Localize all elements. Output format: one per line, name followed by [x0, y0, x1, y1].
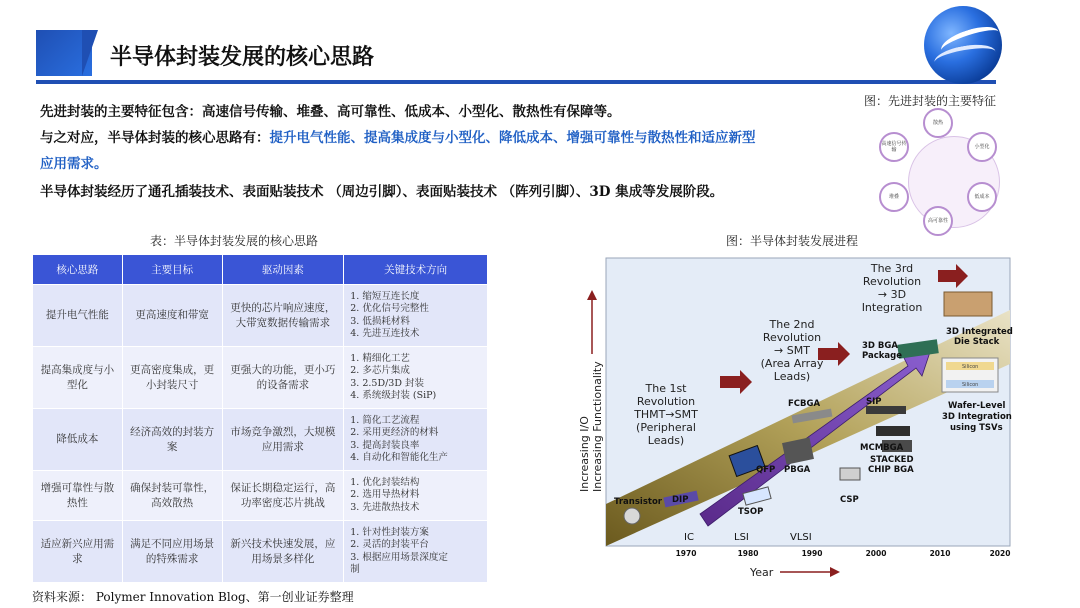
rev2-line: → SMT [774, 344, 810, 357]
year-1980: 1980 [737, 549, 759, 558]
cell-idea: 降低成本 [33, 409, 123, 471]
packaging-evolution-figure [580, 254, 1016, 580]
cell-idea: 提升电气性能 [33, 285, 123, 347]
year-2020: 2020 [989, 549, 1011, 558]
year-2000: 2000 [865, 549, 887, 558]
page-title: 半导体封装发展的核心思路 [110, 45, 375, 70]
label-3d-bga-package: Package [862, 351, 903, 361]
label-mcmbga: MCMBGA [860, 443, 904, 453]
feature-node-stacking: 堆叠 [879, 182, 909, 212]
cell-tech [344, 409, 488, 471]
table-header-tech: 关键技术方向 [344, 255, 488, 285]
source-note: 资料来源： Polymer Innovation Blog、第一创业证券整理 [32, 590, 354, 604]
cell-idea: 提高集成度与小型化 [33, 347, 123, 409]
cell-goal: 更高密度集成，更小封装尺寸 [122, 347, 222, 409]
label-die-stack: Die Stack [954, 337, 1000, 347]
rev2-line: Revolution [762, 331, 822, 344]
cell-tech [344, 347, 488, 409]
label-chip-bga: CHIP BGA [868, 465, 914, 475]
tech-item: 3. 低损耗材料 [350, 315, 410, 327]
rev2-line: Leads) [773, 370, 811, 383]
label-3d-bga: 3D BGA [862, 341, 898, 351]
label-fcbga: FCBGA [788, 399, 821, 409]
intro-line-approach [40, 128, 756, 148]
rev1-line: Leads) [647, 434, 685, 447]
cell-idea: 增强可靠性与散热性 [33, 471, 123, 521]
cell-tech [344, 471, 488, 521]
tech-item: 2. 选用导热材料 [350, 489, 420, 501]
table-row [33, 471, 488, 521]
tech-item: 4. 系统级封装 (SiP) [350, 390, 437, 401]
3d-die-stack-icon [944, 292, 992, 316]
header-accent-triangle [82, 30, 98, 76]
tech-item: 1. 针对性封装方案 [350, 526, 429, 538]
features-caption: 图：先进封装的主要特征 [864, 94, 997, 108]
label-3d-integration: 3D Integration [942, 412, 1012, 422]
era-lsi: LSI [734, 532, 749, 543]
intro-line-features: 先进封装的主要特征包含：高速信号传输、堆叠、高可靠性、低成本、小型化、散热性有保障等。 [40, 104, 621, 120]
label-stacked: STACKED [870, 455, 914, 465]
year-ticks [676, 549, 1011, 558]
intro-line-approach-cont [40, 154, 108, 174]
tech-item: 3. 根据应用场景深度定 [350, 551, 448, 563]
cell-tech [344, 521, 488, 583]
intro-approach-highlight-cont: 应用需求。 [40, 156, 108, 172]
rev3-line: Integration [861, 301, 923, 314]
cell-tech [344, 285, 488, 347]
cell-driver: 新兴技术快速发展，应用场景多样化 [222, 521, 344, 583]
era-ic: IC [684, 532, 694, 543]
cell-goal: 满足不同应用场景的特殊需求 [122, 521, 222, 583]
rev3-line: The 3rd [870, 262, 914, 275]
rev1-line: (Peripheral [636, 421, 696, 434]
label-using-tsvs: using TSVs [950, 423, 1003, 433]
table-caption: 表：半导体封装发展的核心思路 [150, 234, 319, 248]
table-row [33, 285, 488, 347]
tech-item: 1. 缩短互连长度 [350, 290, 420, 302]
rev1-line: THMT→SMT [634, 408, 698, 421]
cell-driver: 保证长期稳定运行，高功率密度芯片挑战 [222, 471, 344, 521]
tech-item: 3. 2.5D/3D 封装 [350, 377, 424, 389]
rev3-line: → 3D [877, 288, 907, 301]
tech-item: 1. 优化封装结构 [350, 476, 420, 488]
label-wafer-level: Wafer-Level [948, 401, 1006, 411]
cell-driver: 更强大的功能，更小巧的设备需求 [222, 347, 344, 409]
year-1990: 1990 [801, 549, 823, 558]
cell-driver: 更快的芯片响应速度，大带宽数据传输需求 [222, 285, 344, 347]
tech-item: 3. 提高封装良率 [350, 439, 420, 451]
label-transistor: Transistor [614, 497, 662, 507]
table-header-idea: 核心思路 [33, 255, 123, 285]
intro-approach-highlight: 提升电气性能、提高集成度与小型化、降低成本、增强可靠性与散热性和适应新型 [269, 130, 756, 146]
feature-node-high-speed: 高速信号传输 [879, 132, 909, 162]
label-pbga: PBGA [784, 465, 811, 475]
tech-item: 2. 灵活的封装平台 [350, 539, 429, 550]
label-csp: CSP [840, 495, 859, 505]
tech-item: 2. 优化信号完整性 [350, 303, 429, 314]
y-axis-label-io: Increasing I/O [578, 416, 591, 492]
table-header-goal: 主要目标 [122, 255, 222, 285]
label-sip: SIP [866, 397, 882, 407]
era-vlsi: VLSI [790, 532, 812, 543]
intro-approach-prefix: 与之对应，半导体封装的核心思路有： [40, 130, 270, 146]
cell-idea: 适应新兴应用需求 [33, 521, 123, 583]
mcmbga-icon [876, 426, 910, 436]
rev2-line: (Area Array [760, 357, 824, 370]
y-axis-arrowhead [587, 290, 597, 300]
year-1970: 1970 [675, 549, 697, 558]
feature-node-reliability: 高可靠性 [923, 206, 953, 236]
tech-item: 1. 简化工艺流程 [350, 414, 420, 426]
tech-item: 4. 自动化和智能化生产 [350, 452, 448, 463]
tech-item: 2. 多芯片集成 [350, 365, 410, 376]
table-row [33, 409, 488, 471]
label-tsop: TSOP [738, 507, 764, 517]
rev3-line: Revolution [862, 275, 922, 288]
rev2-line: The 2nd [769, 318, 815, 331]
label-3d-integrated: 3D Integrated [946, 327, 1013, 337]
cell-goal: 更高速度和带宽 [122, 285, 222, 347]
rev1-line: Revolution [636, 395, 696, 408]
table-header-row [33, 255, 488, 285]
year-2010: 2010 [929, 549, 951, 558]
x-axis-label: Year [750, 566, 774, 579]
table-row [33, 521, 488, 583]
table-header-driver: 驱动因素 [222, 255, 344, 285]
label-silicon-bottom: Silicon [962, 382, 979, 388]
table-row [33, 347, 488, 409]
tech-item: 3. 先进散热技术 [350, 501, 420, 513]
feature-node-low-cost: 低成本 [967, 182, 997, 212]
label-silicon-top: Silicon [962, 364, 979, 370]
core-ideas-table [32, 254, 488, 583]
label-dip: DIP [672, 495, 689, 505]
cell-driver: 市场竞争激烈，大规模应用需求 [222, 409, 344, 471]
feature-node-miniaturization: 小型化 [967, 132, 997, 162]
cell-goal: 确保封装可靠性，高效散热 [122, 471, 222, 521]
tech-item: 4. 先进互连技术 [350, 328, 420, 339]
rev1-line: The 1st [645, 382, 687, 395]
cell-goal: 经济高效的封装方案 [122, 409, 222, 471]
intro-line-stages: 半导体封装经历了通孔插装技术、表面贴装技术 （周边引脚）、表面贴装技术 （阵列引脚）、3D 集成等发展阶段。 [40, 184, 724, 200]
sip-icon [866, 406, 906, 414]
header-divider [36, 80, 996, 84]
feature-node-heat: 散热 [923, 108, 953, 138]
evolution-caption: 图：半导体封装发展进程 [726, 234, 859, 248]
tech-item: 2. 采用更经济的材料 [350, 427, 439, 438]
tech-item: 制 [350, 564, 360, 575]
x-axis-arrowhead [830, 567, 840, 577]
y-axis-label-functionality: Increasing Functionality [591, 361, 604, 492]
csp-icon [840, 468, 860, 480]
label-qfp: QFP [756, 465, 776, 475]
transistor-icon [624, 508, 640, 524]
tech-item: 1. 精细化工艺 [350, 352, 410, 364]
